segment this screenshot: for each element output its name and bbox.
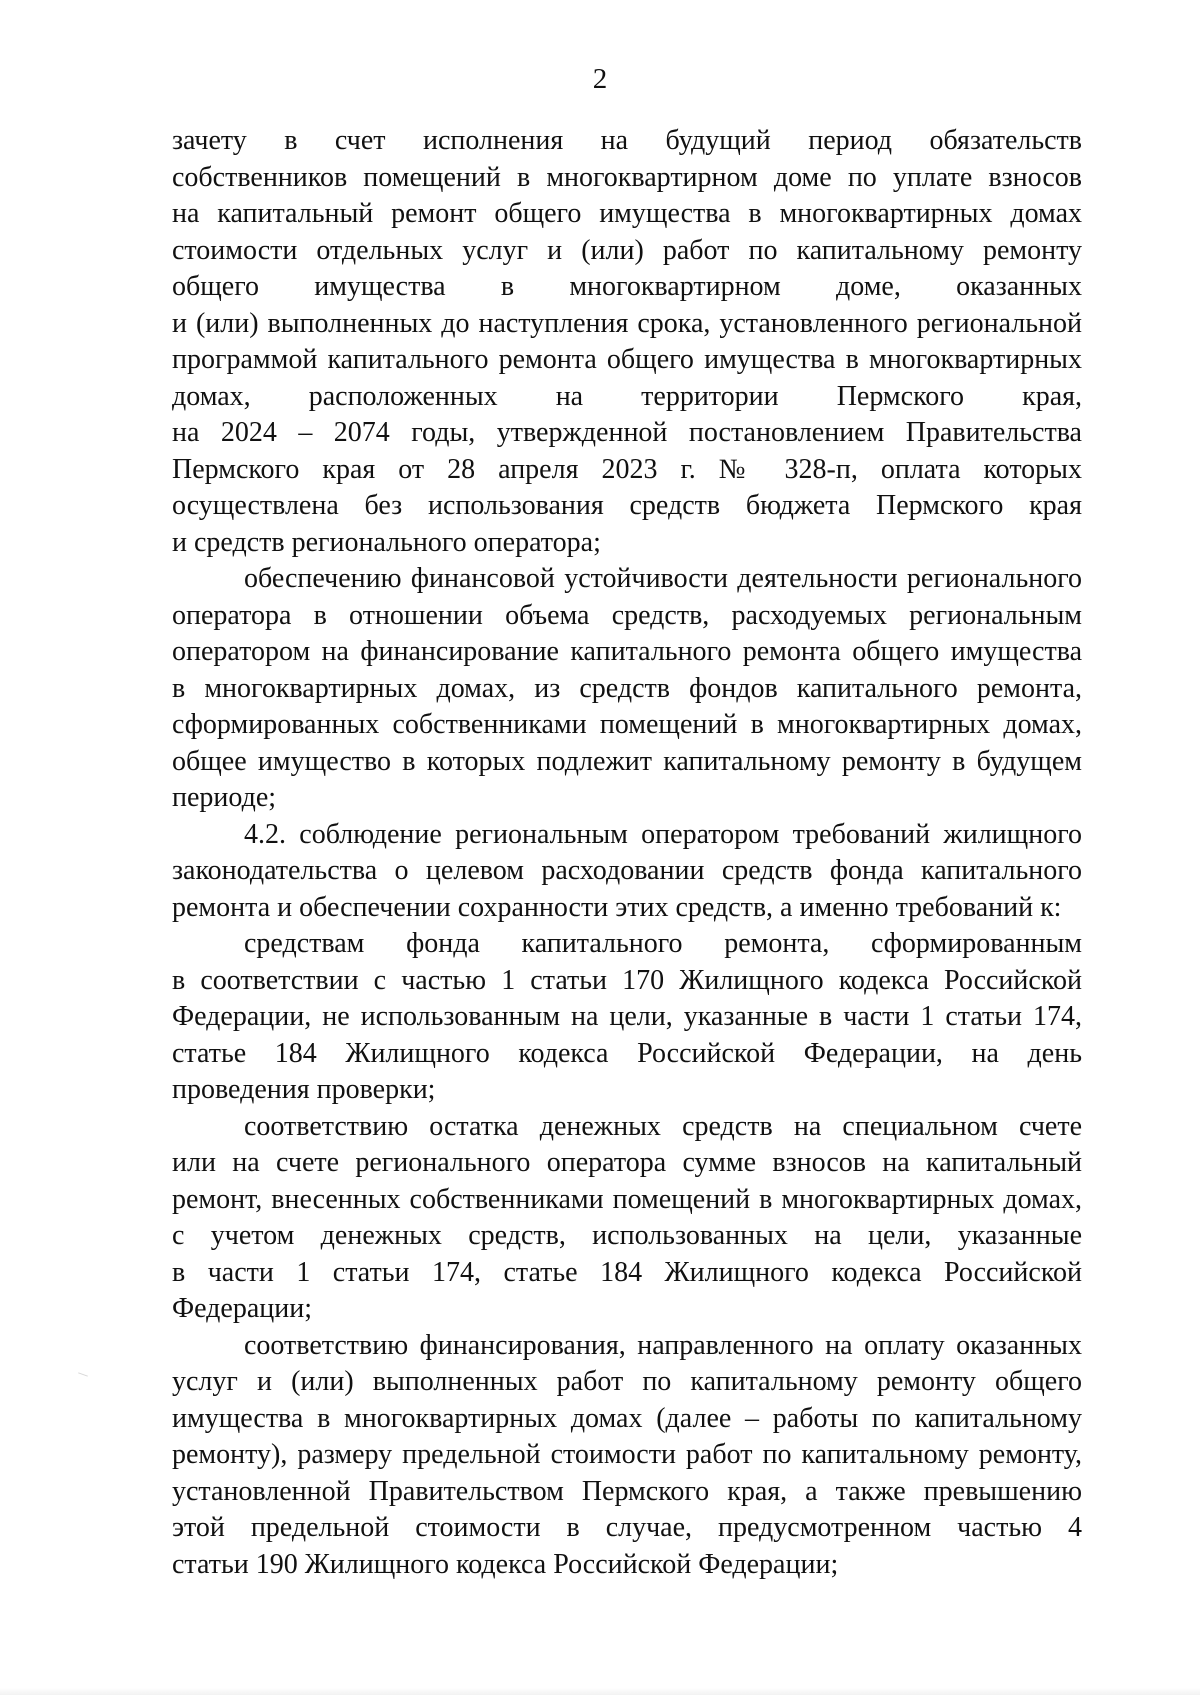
text-line: осуществлена без использования средств бюджета Пермского края — [172, 490, 1082, 521]
text-line: программой капитального ремонта общего имущества в многоквартирных — [172, 344, 1082, 375]
text-line: Пермского края от 28 апреля 2023 г. № 328-п, оплата которых — [172, 453, 1082, 485]
text-line: или на счете регионального оператора сумме взносов на капитальный — [172, 1147, 1082, 1178]
paragraph — [172, 817, 1082, 927]
text-line: периоде; — [172, 782, 277, 813]
paragraph — [172, 1328, 1082, 1584]
text-line: статье 184 Жилищного кодекса Российской Федерации, на день — [172, 1037, 1082, 1069]
paragraph-list — [172, 123, 1082, 1583]
scan-bottom-edge — [0, 1688, 1200, 1695]
text-line: соответствию остатка денежных средств на специальном счете — [244, 1110, 1082, 1142]
text-line: домах, расположенных на территории Пермского края, — [172, 380, 1082, 412]
paragraph — [172, 561, 1082, 817]
page-number: 2 — [592, 63, 608, 95]
text-line: обеспечению финансовой устойчивости деятельности регионального — [244, 563, 1082, 594]
text-line: ремонта и обеспечении сохранности этих средств, а именно требований к: — [172, 891, 1062, 923]
text-line: и средств регионального оператора; — [172, 526, 601, 558]
text-line: статьи 190 Жилищного кодекса Российской Федерации; — [172, 1548, 839, 1580]
text-line: на капитальный ремонт общего имущества в многоквартирных домах — [172, 198, 1082, 229]
paragraph — [172, 926, 1082, 1109]
text-line: оператором на финансирование капитального ремонта общего имущества — [172, 636, 1082, 667]
text-line: стоимости отдельных услуг и (или) работ по капитальному ремонту — [172, 234, 1082, 266]
text-line: установленной Правительством Пермского края, а также превышению — [172, 1475, 1082, 1507]
text-line: соответствию финансирования, направленного на оплату оказанных — [244, 1329, 1082, 1361]
document-body — [172, 123, 1082, 1583]
text-line: в многоквартирных домах, из средств фондов капитального ремонта, — [172, 672, 1082, 704]
paragraph — [172, 1109, 1082, 1328]
paragraph — [172, 123, 1082, 561]
text-line: общее имущество в которых подлежит капитальному ремонту в будущем — [172, 745, 1082, 777]
text-line: ремонту), размеру предельной стоимости работ по капитальному ремонту, — [172, 1439, 1082, 1470]
text-line: услуг и (или) выполненных работ по капитальному ремонту общего — [172, 1366, 1082, 1397]
text-line: оператора в отношении объема средств, расходуемых региональным — [172, 599, 1082, 631]
text-line: ремонт, внесенных собственниками помещений в многоквартирных домах, — [172, 1183, 1082, 1215]
text-line: общего имущества в многоквартирном доме, оказанных — [172, 271, 1082, 302]
text-line: и (или) выполненных до наступления срока, установленного региональной — [172, 307, 1082, 339]
text-line: Федерации, не использованным на цели, указанные в части 1 статьи 174, — [172, 1001, 1082, 1032]
text-line: средствам фонда капитального ремонта, сформированным — [244, 928, 1082, 959]
text-line: на 2024 – 2074 годы, утвержденной постановлением Правительства — [172, 417, 1082, 448]
text-line: имущества в многоквартирных домах (далее – работы по капитальному — [172, 1402, 1082, 1434]
text-line: в части 1 статьи 174, статье 184 Жилищного кодекса Российской — [172, 1256, 1082, 1288]
text-line: сформированных собственниками помещений в многоквартирных домах, — [172, 709, 1082, 740]
text-line: 4.2. соблюдение региональным оператором требований жилищного — [244, 818, 1082, 850]
text-line: Федерации; — [172, 1293, 313, 1324]
text-line: этой предельной стоимости в случае, предусмотренном частью 4 — [172, 1512, 1082, 1543]
text-line: зачету в счет исполнения на будущий период обязательств — [172, 125, 1082, 156]
text-line: проведения проверки; — [172, 1074, 436, 1105]
text-line: собственников помещений в многоквартирном доме по уплате взносов — [172, 161, 1082, 193]
text-line: в соответствии с частью 1 статьи 170 Жилищного кодекса Российской — [172, 964, 1082, 996]
scan-speck — [78, 1372, 88, 1376]
text-line: с учетом денежных средств, использованных на цели, указанные — [172, 1220, 1082, 1251]
text-line: законодательства о целевом расходовании средств фонда капитального — [172, 855, 1082, 886]
